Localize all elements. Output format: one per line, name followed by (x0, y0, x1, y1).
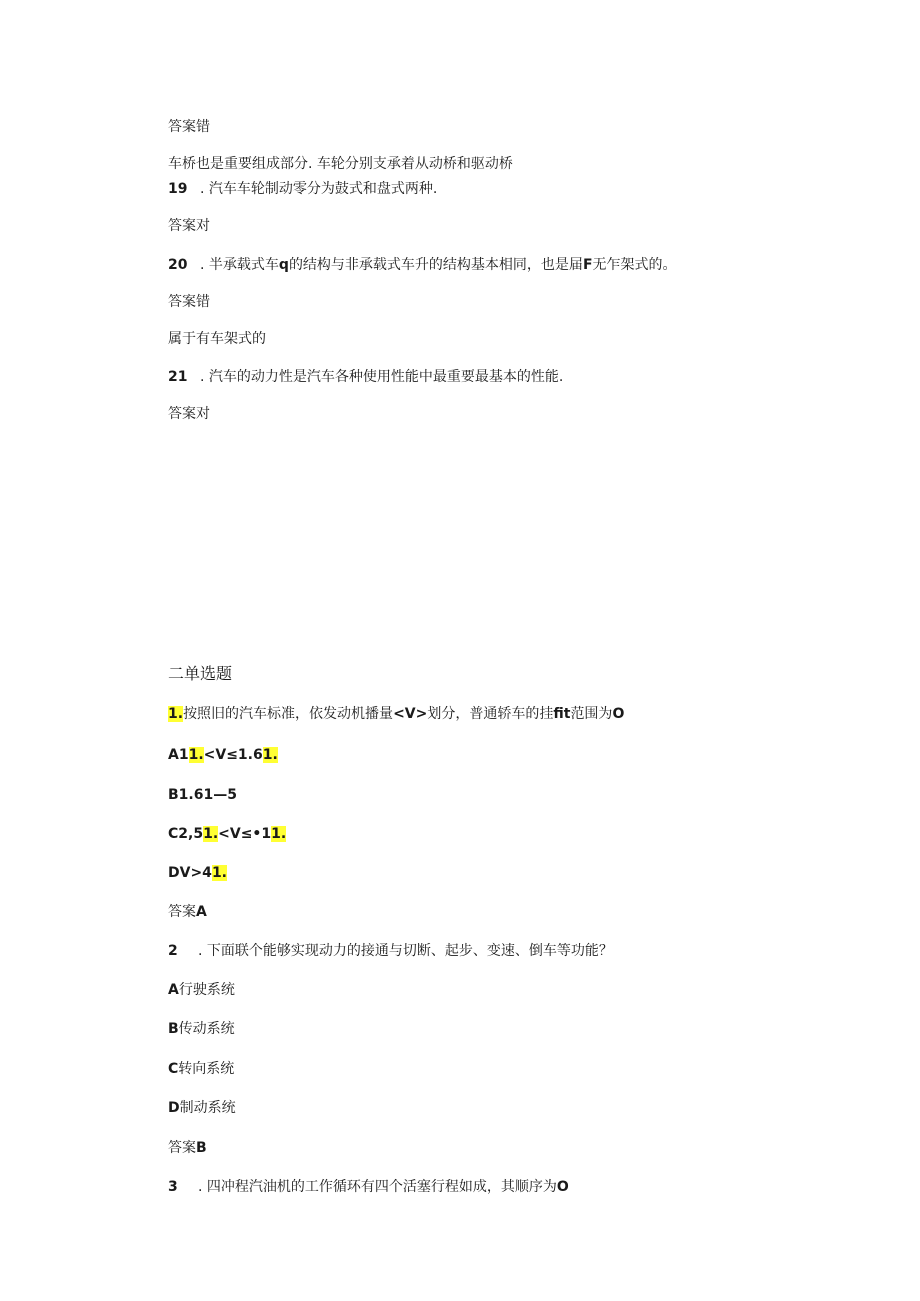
option-letter: A (168, 982, 179, 998)
option-text: 传动系统 (178, 1021, 235, 1037)
question-number: 21 (168, 369, 188, 385)
answer-mc2 (168, 1139, 207, 1157)
question-text: 无乍架式的。 (592, 257, 677, 273)
mc-question-2 (168, 942, 613, 960)
option-text: <V≤•1 (218, 826, 272, 842)
question-text: . 汽车的动力性是汽车各种使用性能中最重要最基本的性能. (200, 369, 564, 385)
question-number: 3 (168, 1179, 178, 1195)
answer-q21: 答案对 (168, 406, 210, 422)
question-20 (168, 256, 677, 274)
mc1-option-a (168, 746, 278, 764)
answer-q20: 答案错 (168, 294, 210, 310)
option-text: DV>4 (168, 865, 212, 881)
question-text-bold: q (278, 257, 289, 273)
question-text: 的结构与非承载式车升的结构基本相同，也是届 (288, 257, 583, 273)
question-19 (168, 180, 437, 198)
mc2-option-a (168, 981, 235, 999)
option-text: A1 (168, 747, 189, 763)
question-21 (168, 368, 563, 386)
question-text: 划分，普通轿车的挂 (427, 706, 554, 722)
explanation-q18: 车桥也是重要组成部分. 车轮分别支承着从动桥和驱动桥 (168, 156, 513, 172)
option-highlight: 1. (203, 826, 219, 842)
question-number: 2 (168, 943, 178, 959)
answer-value: B (196, 1140, 207, 1156)
mc2-option-c (168, 1060, 234, 1078)
question-number: 20 (168, 257, 188, 273)
option-text: 行驶系统 (178, 982, 235, 998)
question-text: . 四冲程汽油机的工作循环有四个活塞行程如成，其顺序为 (198, 1179, 557, 1195)
mc1-option-c (168, 825, 286, 843)
question-text: . 下面联个能够实现动力的接通与切断、起步、变速、倒车等功能？ (198, 943, 613, 959)
question-text-bold: fit (553, 706, 571, 722)
option-highlight: 1. (262, 747, 278, 763)
option-letter: B (168, 1021, 179, 1037)
answer-mc1 (168, 903, 207, 921)
question-text: . 汽车车轮制动零分为鼓式和盘式两种. (200, 181, 438, 197)
mc1-option-d (168, 864, 227, 882)
option-text: 制动系统 (179, 1100, 236, 1116)
answer-q18: 答案错 (168, 119, 210, 135)
answer-label: 答案 (168, 1140, 196, 1156)
question-text: 范围为 (570, 706, 613, 722)
mc-question-3 (168, 1178, 569, 1196)
option-letter: C (168, 1061, 179, 1077)
option-text: 转向系统 (178, 1061, 235, 1077)
question-text-bold: O (556, 1179, 569, 1195)
option-letter: D (168, 1100, 180, 1116)
option-highlight: 1. (188, 747, 204, 763)
mc2-option-d (168, 1099, 236, 1117)
answer-label: 答案 (168, 904, 196, 920)
option-highlight: 1. (271, 826, 287, 842)
mc-question-1 (168, 705, 624, 723)
question-text: . 半承载式车 (200, 257, 279, 273)
explanation-q20: 属于有车架式的 (168, 331, 266, 347)
question-text: 按照旧的汽车标准，依发动机播量 (183, 706, 394, 722)
answer-q19: 答案对 (168, 218, 210, 234)
answer-value: A (196, 904, 207, 920)
question-text-bold: <V> (393, 706, 428, 722)
section-title: 二单选题 (168, 664, 233, 683)
option-text: <V≤1.6 (203, 747, 263, 763)
question-number: 19 (168, 181, 188, 197)
question-text-bold: O (612, 706, 625, 722)
option-highlight: 1. (211, 865, 227, 881)
mc2-option-b (168, 1020, 235, 1038)
question-text-bold: F (582, 257, 593, 273)
mc1-option-b: B1.61—5 (168, 787, 237, 803)
option-text: C2,5 (168, 826, 204, 842)
question-number: 1. (168, 706, 184, 722)
